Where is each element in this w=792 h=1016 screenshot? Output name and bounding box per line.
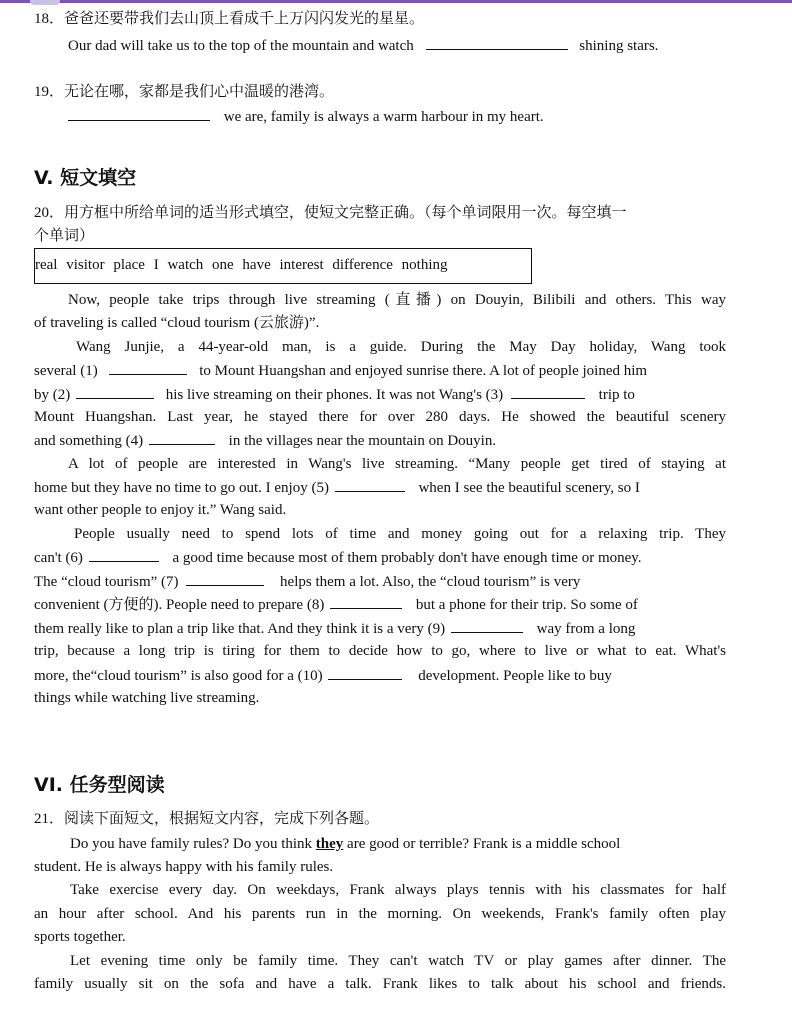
reading-line: Take exercise every day. On weekdays, Frank always plays tennis with his classmates for half — [70, 882, 726, 898]
word-bank-words: real visitor place I watch one have interest difference nothing — [35, 257, 448, 273]
passage-line: Mount Huangshan. Last year, he stayed there for over 280 days. He showed the beautiful scenery — [34, 409, 726, 425]
passage-text: in the villages near the mountain on Douyin. — [228, 433, 497, 449]
passage-line — [34, 571, 580, 592]
passage-text: a good time because most of them probably don't have enough time or money. — [172, 550, 642, 566]
passage-line: People usually need to spend lots of time and money going out for a relaxing trip. They — [74, 526, 726, 542]
passage-text: way from a long — [536, 621, 636, 637]
q19-answer-blank[interactable] — [68, 106, 210, 121]
reading-line: Let evening time only be family time. They can't watch TV or play games after dinner. The — [70, 953, 726, 969]
passage-line — [34, 547, 642, 568]
passage-text: and something (4) — [34, 433, 144, 449]
header-logo-fragment — [30, 0, 60, 5]
passage-line — [34, 477, 640, 498]
blank-1[interactable] — [109, 360, 187, 375]
q18-chinese: 18．爸爸还要带我们去山顶上看成千上万闪闪发光的星星。 — [34, 11, 425, 27]
passage-line: Now, people take trips through live streaming (直播) on Douyin, Bilibili and others. This way — [68, 292, 726, 308]
passage-line — [34, 360, 647, 381]
passage-line: things while watching live streaming. — [34, 690, 260, 706]
q20-instruction-line1: 20．用方框中所给单词的适当形式填空，使短文完整正确。（每个单词限用一次。每空填一 — [34, 205, 627, 221]
reading-line — [70, 834, 620, 854]
passage-line — [34, 665, 612, 686]
q21-instruction: 21．阅读下面短文，根据短文内容，完成下列各题。 — [34, 811, 380, 827]
passage-line: of traveling is called “cloud tourism (云旅游)”. — [34, 315, 320, 331]
q18-english — [68, 35, 658, 56]
reading-line: sports together. — [34, 929, 126, 945]
q19-english — [68, 106, 544, 127]
passage-text: but a phone for their trip. So some of — [415, 597, 638, 613]
passage-line: A lot of people are interested in Wang's live streaming. “Many people get tired of staying at — [68, 456, 726, 472]
q19-chinese: 19．无论在哪，家都是我们心中温暖的港湾。 — [34, 84, 335, 100]
reading-line: family usually sit on the sofa and have a talk. Frank likes to talk about his school and friends. — [34, 976, 726, 992]
blank-4[interactable] — [149, 430, 215, 445]
q18-answer-blank[interactable] — [426, 35, 568, 50]
passage-text: by (2) — [34, 387, 71, 403]
passage-line: want other people to enjoy it.” Wang said. — [34, 502, 287, 518]
blank-7[interactable] — [186, 571, 264, 586]
passage-text: helps them a lot. Also, the “cloud tourism” is very — [280, 574, 581, 590]
passage-line: trip, because a long trip is tiring for them to decide how to go, where to live or what to eat. What's — [34, 643, 726, 659]
section-vi-heading: VI. 任务型阅读 — [34, 774, 165, 796]
reading-line: an hour after school. And his parents run in the morning. On weekends, Frank's family often play — [34, 906, 726, 922]
passage-line — [34, 430, 496, 451]
reading-line: student. He is always happy with his family rules. — [34, 859, 334, 875]
passage-text: when I see the beautiful scenery, so I — [418, 480, 640, 496]
passage-text: home but they have no time to go out. I enjoy (5) — [34, 480, 329, 496]
q18-text-before: Our dad will take us to the top of the mountain and watch — [68, 38, 414, 54]
reading-text: Do you have family rules? Do you think — [70, 836, 313, 852]
passage-line — [34, 594, 638, 615]
q18-text-after: shining stars. — [579, 38, 659, 54]
section-v-heading: V. 短文填空 — [34, 167, 137, 189]
passage-line: Wang Junjie, a 44-year-old man, is a guide. During the May Day holiday, Wang took — [76, 339, 726, 355]
passage-text: trip to — [598, 387, 635, 403]
passage-text: his live streaming on their phones. It was not Wang's (3) — [165, 387, 504, 403]
q20-instruction-line2: 个单词） — [34, 228, 95, 244]
passage-text: more, the“cloud tourism” is also good for a (10) — [34, 668, 323, 684]
underlined-word-they: they — [315, 836, 344, 852]
blank-2[interactable] — [76, 384, 154, 399]
passage-line — [34, 384, 635, 405]
blank-8[interactable] — [330, 594, 402, 609]
passage-text: convenient (方便的). People need to prepare (8) — [34, 597, 325, 613]
passage-text: them really like to plan a trip like that. And they think it is a very (9) — [34, 621, 446, 637]
top-border — [0, 0, 792, 3]
passage-text: several (1) — [34, 363, 98, 379]
passage-text: development. People like to buy — [418, 668, 612, 684]
passage-text: to Mount Huangshan and enjoyed sunrise there. A lot of people joined him — [199, 363, 648, 379]
passage-line — [34, 618, 635, 639]
blank-10[interactable] — [328, 665, 402, 680]
q19-text-after: we are, family is always a warm harbour in my heart. — [223, 109, 544, 125]
blank-6[interactable] — [89, 547, 159, 562]
passage-text: can't (6) — [34, 550, 83, 566]
blank-5[interactable] — [335, 477, 405, 492]
passage-text: The “cloud tourism” (7) — [34, 574, 179, 590]
blank-9[interactable] — [451, 618, 523, 633]
reading-text: are good or terrible? Frank is a middle school — [347, 836, 621, 852]
blank-3[interactable] — [511, 384, 585, 399]
word-bank-box — [34, 248, 532, 284]
